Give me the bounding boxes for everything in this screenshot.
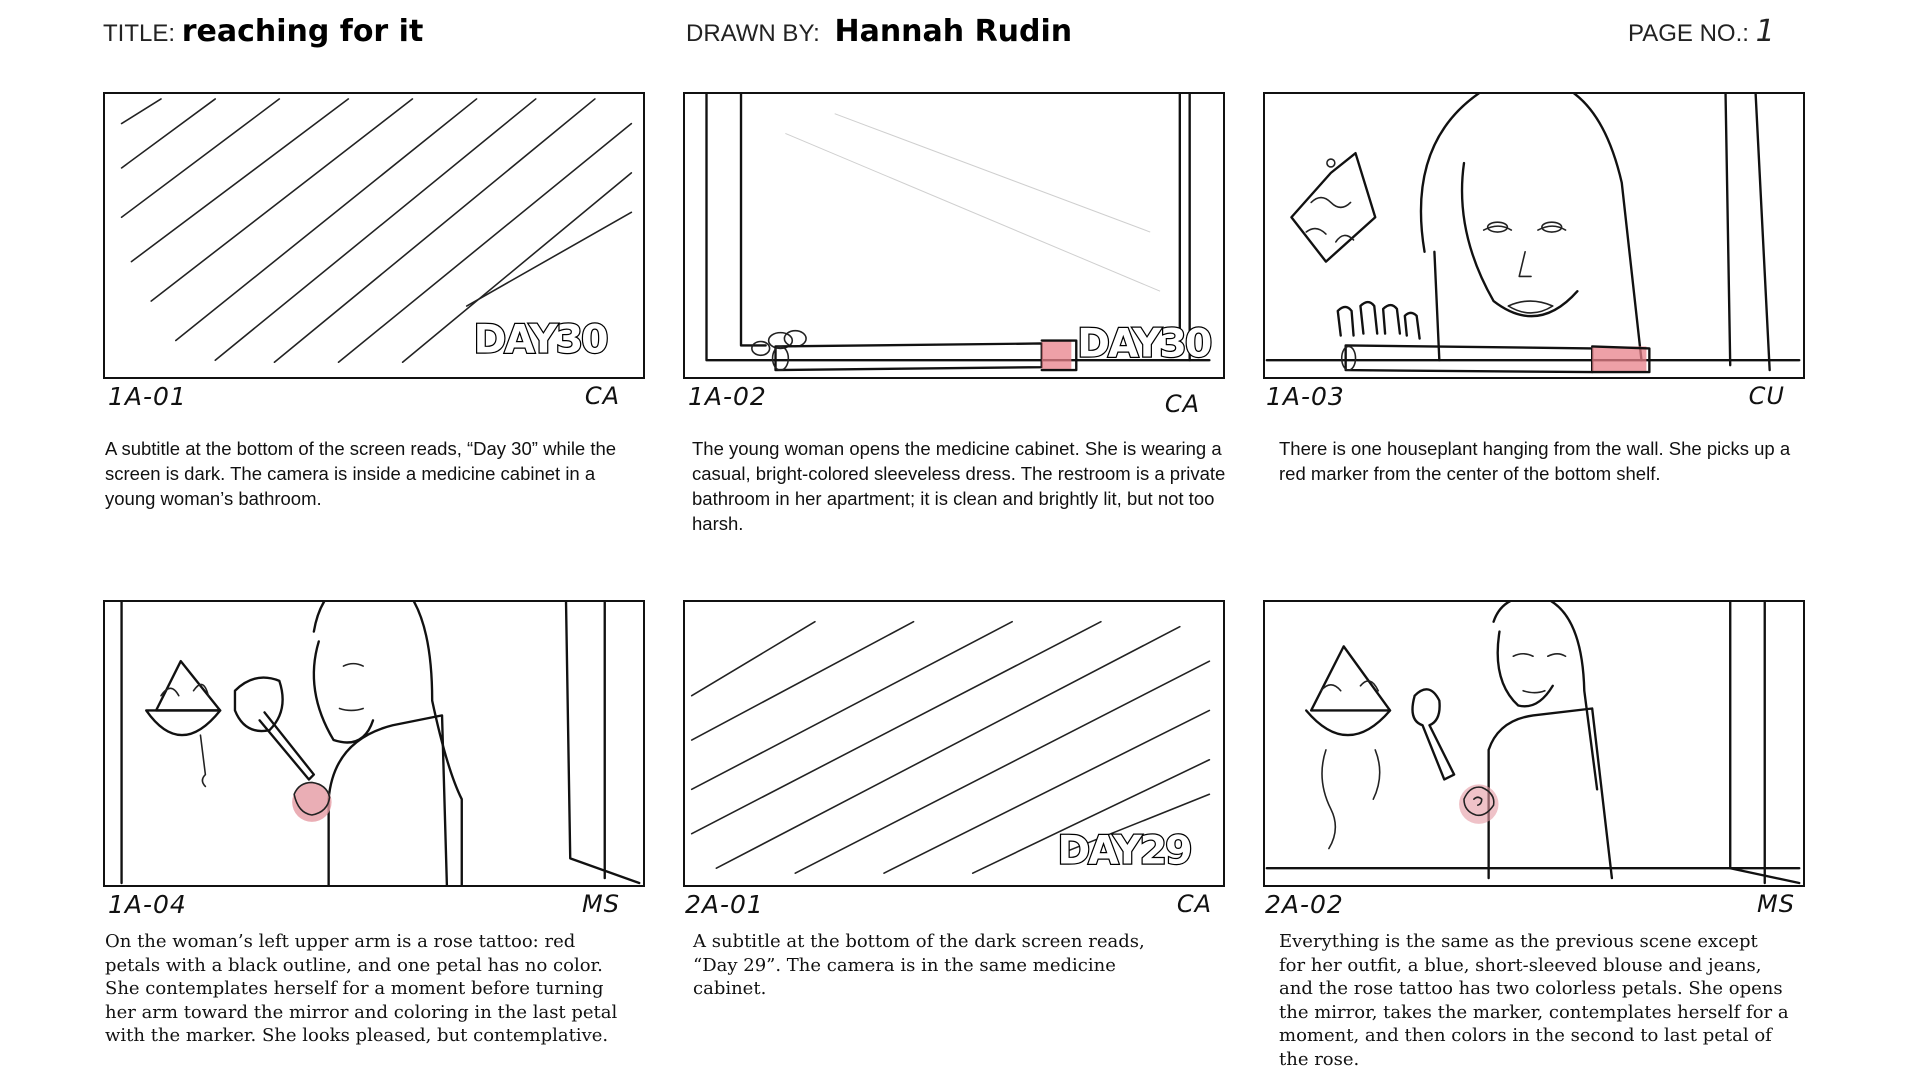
storyboard-panel-2a-02 — [1263, 600, 1805, 887]
storyboard-panel-1a-02 — [683, 92, 1225, 379]
storyboard-panel-1a-03 — [1263, 92, 1805, 379]
shot-number: 1A-04 — [108, 890, 187, 919]
camera-angle: CA — [1176, 890, 1212, 918]
day-subtitle: DAY29 — [1057, 827, 1191, 874]
hanging-plant — [1291, 153, 1375, 261]
camera-angle: CA — [1164, 390, 1200, 418]
dark-screen-hatching — [105, 94, 643, 377]
woman-tattoo-drawing — [105, 602, 643, 885]
shot-description: Everything is the same as the previous scene except for her outfit, a blue, short-sleeved blouse and jeans, and the rose tattoo has two colorless petals. She opens the mirror, takes the marker, contemplates herself for a moment, and then colors in the second to last petal of the rose. — [1279, 931, 1789, 1070]
shot-number: 1A-01 — [108, 382, 187, 411]
red-marker-cap — [1042, 341, 1072, 371]
camera-angle: MS — [1757, 890, 1795, 918]
day-subtitle: DAY30 — [1077, 320, 1211, 367]
red-marker — [1592, 346, 1646, 372]
open-cabinet-drawing — [685, 94, 1223, 377]
shot-description: The young woman opens the medicine cabinet. She is wearing a casual, bright-colored sleeveless dress. The restroom is a private bathroom in her apartment; it is clean and brightly lit, but not too harsh. — [692, 438, 1226, 534]
page-number-value: 1 — [1755, 14, 1775, 49]
shot-description: On the woman’s left upper arm is a rose tattoo: red petals with a black outline, and one petal has no color. She contemplates herself for a moment before turning her arm toward the mirror and coloring in the last petal with the marker. She looks pleased, but contemplative. — [105, 931, 618, 1046]
drawn-by-field — [686, 14, 1072, 49]
dark-screen-hatching — [685, 602, 1223, 885]
shot-number: 1A-03 — [1266, 382, 1345, 411]
title-field — [103, 14, 423, 49]
shot-number: 2A-01 — [685, 890, 764, 919]
title-label: TITLE: — [103, 20, 176, 47]
hanging-plant — [1311, 646, 1390, 710]
camera-angle: CU — [1748, 382, 1785, 410]
title-value: reaching for it — [181, 14, 424, 49]
drawn-by-value: Hannah Rudin — [834, 14, 1073, 49]
day-subtitle: DAY30 — [473, 316, 607, 363]
page-number-field — [1628, 14, 1775, 49]
hand-with-marker — [235, 678, 283, 731]
shot-number: 2A-02 — [1265, 890, 1344, 919]
shot-description: A subtitle at the bottom of the screen reads, “Day 30” while the screen is dark. The camera is inside a medicine cabinet in a young woman’s bathroom. — [105, 438, 617, 509]
woman-blouse-drawing — [1265, 602, 1803, 885]
hanging-plant — [156, 661, 220, 710]
shot-description: There is one houseplant hanging from the wall. She picks up a red marker from the center of the bottom shelf. — [1279, 438, 1791, 484]
camera-angle: CA — [584, 382, 620, 410]
storyboard-panel-2a-01 — [683, 600, 1225, 887]
shot-description: A subtitle at the bottom of the dark screen reads, “Day 29”. The camera is in the same medicine cabinet. — [693, 931, 1145, 999]
storyboard-panel-1a-04 — [103, 600, 645, 887]
storyboard-panel-1a-01 — [103, 92, 645, 379]
camera-angle: MS — [582, 890, 620, 918]
drawn-by-label: DRAWN BY: — [686, 20, 820, 47]
shot-number: 1A-02 — [688, 382, 767, 411]
page-number-label: PAGE NO.: — [1628, 20, 1749, 47]
woman-closeup-drawing — [1265, 94, 1803, 377]
